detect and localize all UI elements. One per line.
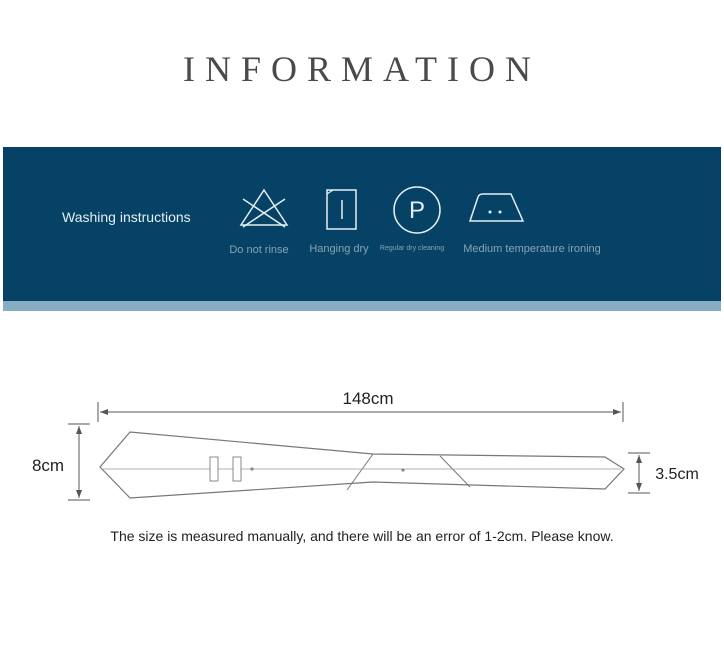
- size-note: The size is measured manually, and there will be an error of 1-2cm. Please know.: [110, 528, 614, 544]
- iron-medium-icon: [467, 190, 527, 226]
- hanging-dry-caption: Hanging dry: [309, 243, 369, 255]
- regular-dry-cleaning-caption: Regular dry cleaning: [379, 245, 445, 252]
- dry-clean-p-icon: [392, 185, 442, 235]
- hanging-dry-icon: [325, 188, 359, 232]
- dry-clean-symbol: P: [408, 197, 426, 224]
- washing-instructions-label: Washing instructions: [62, 209, 191, 225]
- band-stripe: [3, 301, 721, 311]
- length-label: 148cm: [342, 389, 394, 408]
- page-title: INFORMATION: [182, 49, 541, 89]
- medium-temperature-ironing-caption: Medium temperature ironing: [463, 243, 601, 255]
- tie-size-diagram: [0, 380, 724, 520]
- do-not-wash-icon: [237, 187, 291, 231]
- narrow-width-label: 3.5cm: [655, 466, 699, 483]
- do-not-rinse-caption: Do not rinse: [229, 244, 289, 256]
- wide-width-label: 8cm: [31, 456, 65, 475]
